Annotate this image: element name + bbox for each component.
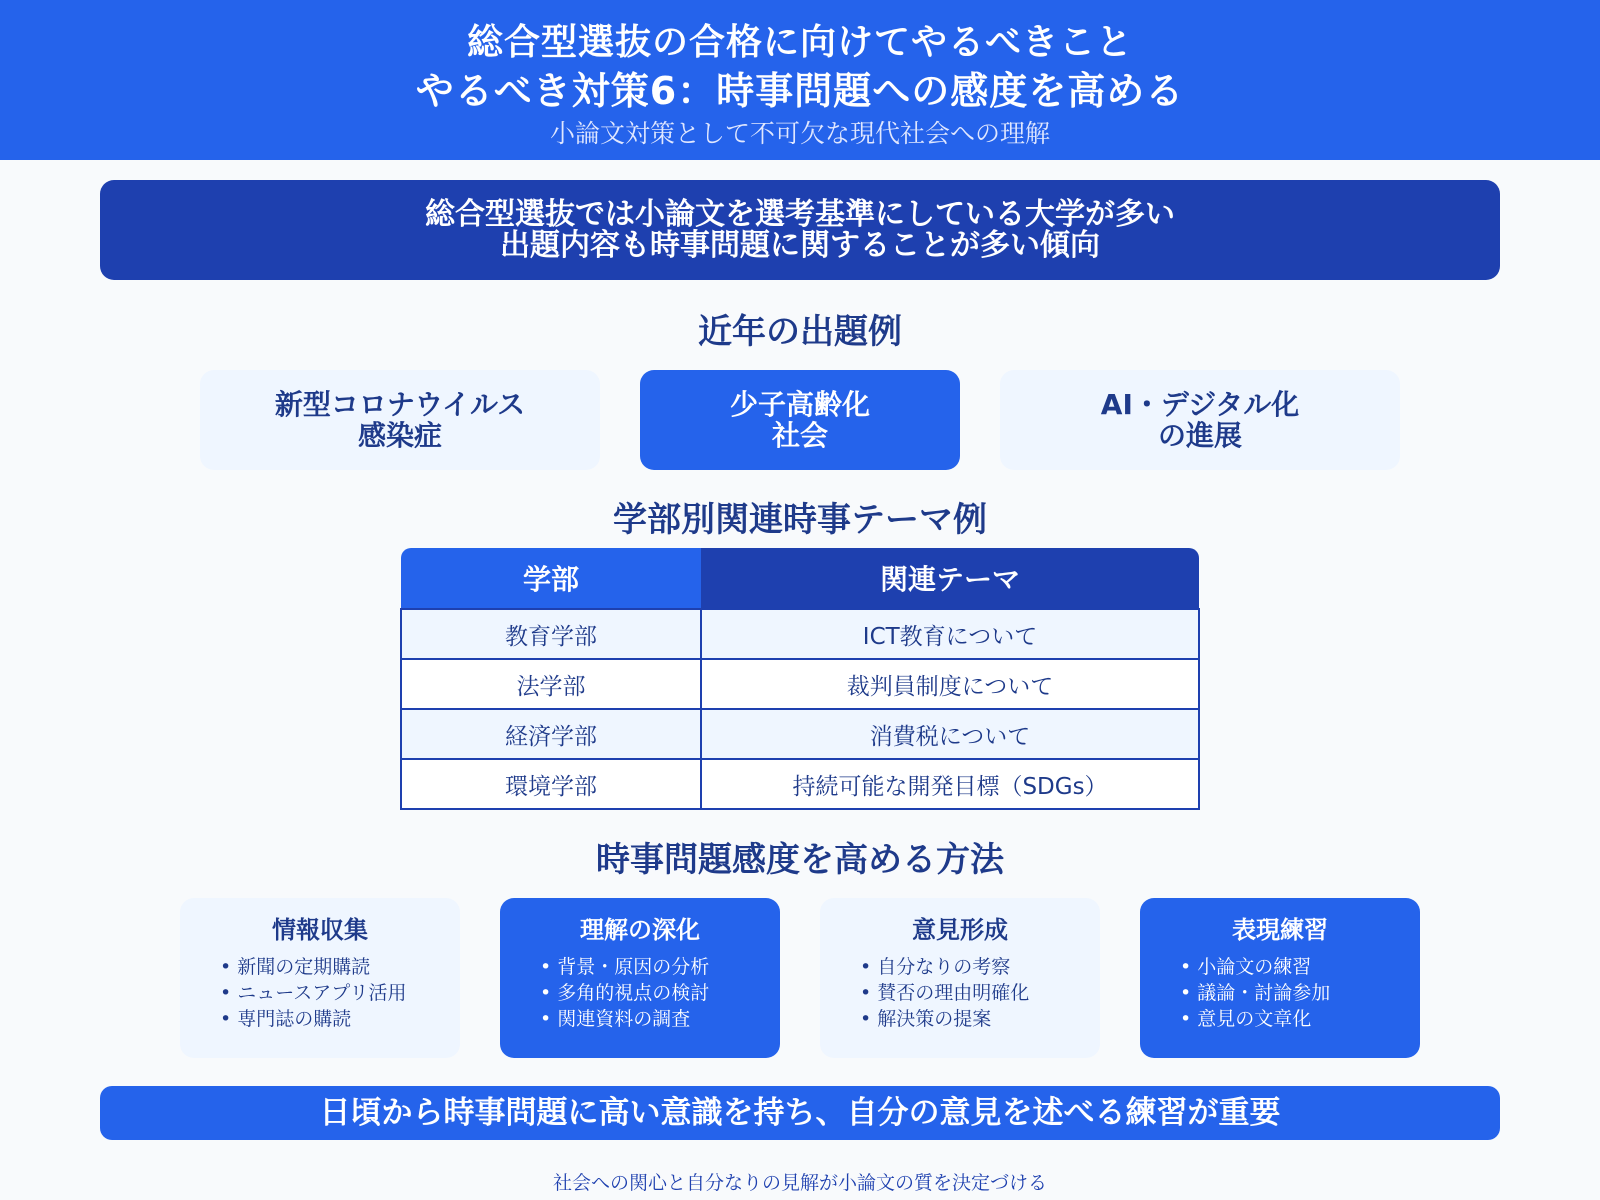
table-cell-faculty: 教育学部 — [401, 609, 701, 659]
faculty-table-heading: 学部別関連時事テーマ例 — [613, 500, 987, 540]
list-item: • 自分なりの考察 — [860, 954, 1100, 980]
examples-heading: 近年の出題例 — [698, 312, 902, 352]
example-card-line2: の進展 — [1157, 419, 1242, 452]
intro-banner — [100, 180, 1500, 280]
table-cell-theme: 消費税について — [701, 709, 1199, 759]
table-row — [401, 709, 1199, 759]
list-item: • 背景・原因の分析 — [540, 954, 780, 980]
table-row — [401, 659, 1199, 709]
method-card-title: 表現練習 — [1232, 916, 1328, 944]
method-card-list — [1140, 954, 1420, 1032]
example-card-covid — [200, 370, 600, 470]
list-item: • 意見の文章化 — [1180, 1006, 1420, 1032]
table-cell-theme: ICT教育について — [701, 609, 1199, 659]
method-card-info-gathering — [180, 898, 460, 1058]
method-card-list — [820, 954, 1100, 1032]
intro-line2: 出題内容も時事問題に関することが多い傾向 — [500, 228, 1100, 263]
example-card-line2: 社会 — [771, 419, 828, 452]
table-cell-faculty: 法学部 — [401, 659, 701, 709]
list-item: • 賛否の理由明確化 — [860, 980, 1100, 1006]
method-card-title: 情報収集 — [272, 916, 368, 944]
table-cell-faculty: 経済学部 — [401, 709, 701, 759]
page-subtitle: 小論文対策として不可欠な現代社会への理解 — [549, 119, 1050, 148]
table-header-faculty: 学部 — [401, 548, 701, 609]
table-header-row — [401, 548, 1199, 609]
list-item: • 関連資料の調査 — [540, 1006, 780, 1032]
method-card-title: 意見形成 — [912, 916, 1008, 944]
table-cell-theme: 持続可能な開発目標（SDGs） — [701, 759, 1199, 809]
method-card-list — [180, 954, 460, 1032]
method-card-title: 理解の深化 — [580, 916, 700, 944]
header-banner — [0, 0, 1600, 160]
method-card-opinion-forming — [820, 898, 1100, 1058]
list-item: • 新聞の定期購読 — [220, 954, 460, 980]
example-card-line2: 感染症 — [357, 419, 442, 452]
methods-heading: 時事問題感度を高める方法 — [596, 840, 1004, 880]
list-item: • 議論・討論参加 — [1180, 980, 1420, 1006]
method-card-deepen-understanding — [500, 898, 780, 1058]
example-card-line1: AI・デジタル化 — [1100, 388, 1300, 421]
intro-line1: 総合型選抜では小論文を選考基準にしている大学が多い — [425, 197, 1175, 232]
table-cell-faculty: 環境学部 — [401, 759, 701, 809]
page-title-line2: やるべき対策6：時事問題への感度を高める — [415, 69, 1185, 113]
list-item: • 解決策の提案 — [860, 1006, 1100, 1032]
method-card-expression-practice — [1140, 898, 1420, 1058]
table-cell-theme: 裁判員制度について — [701, 659, 1199, 709]
table-row — [401, 759, 1199, 809]
page-title-line1: 総合型選抜の合格に向けてやるべきこと — [466, 22, 1133, 63]
list-item: • ニュースアプリ活用 — [220, 980, 460, 1006]
example-card-line1: 新型コロナウイルス — [274, 388, 526, 421]
example-card-line1: 少子高齢化 — [729, 388, 870, 421]
footnote: 社会への関心と自分なりの見解が小論文の質を決定づける — [552, 1172, 1047, 1194]
list-item: • 専門誌の購読 — [220, 1006, 460, 1032]
conclusion-banner: 日頃から時事問題に高い意識を持ち、自分の意見を述べる練習が重要 — [100, 1086, 1500, 1140]
list-item: • 小論文の練習 — [1180, 954, 1420, 980]
table-row — [401, 609, 1199, 659]
table-header-theme: 関連テーマ — [701, 548, 1199, 609]
example-card-aging — [640, 370, 960, 470]
list-item: • 多角的視点の検討 — [540, 980, 780, 1006]
method-card-list — [500, 954, 780, 1032]
example-card-ai — [1000, 370, 1400, 470]
faculty-theme-table — [400, 548, 1200, 810]
